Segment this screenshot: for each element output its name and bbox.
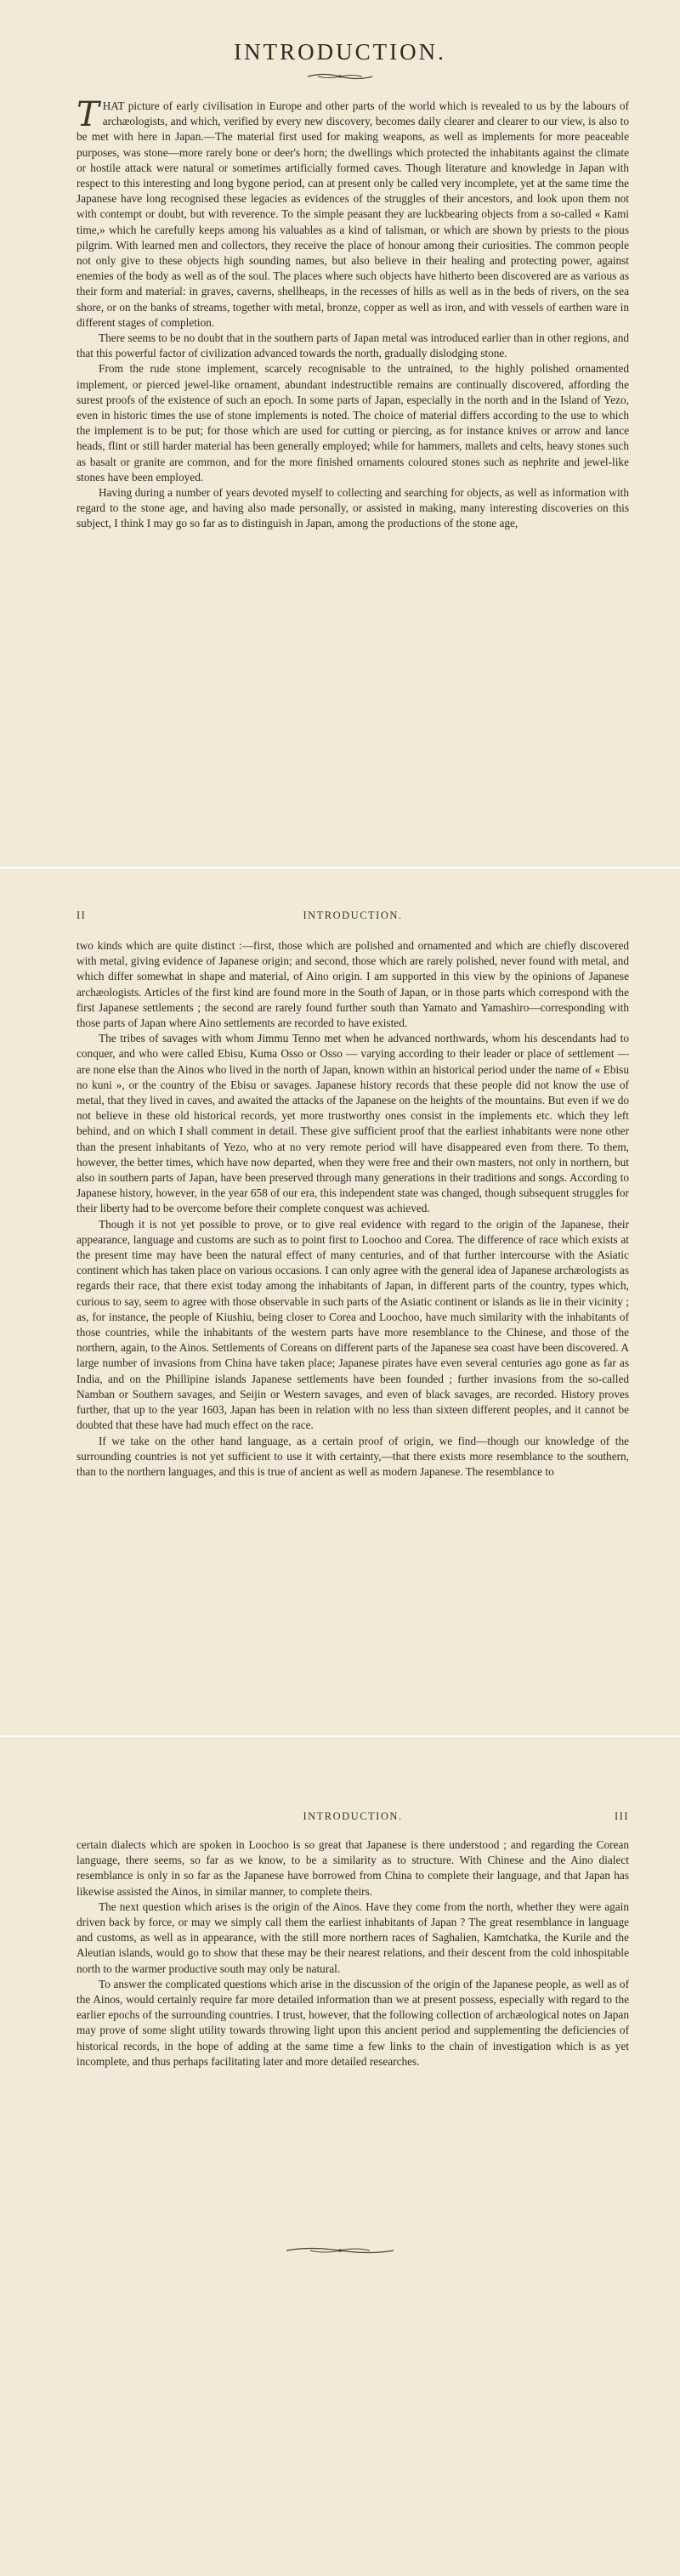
page-one	[0, 0, 680, 867]
running-head: INTRODUCTION.	[303, 909, 403, 921]
page-two	[0, 869, 680, 1735]
paragraph: certain dialects which are spoken in Loochoo is so great that Japanese is there understood ; and regarding the Corean language, there seems, so far as we know, to be a similarity as to structure. With Chinese and the Aino dialect resemblance is only in so far as the Japanese have borrowed from China to complete their language, and that Japan has likewise assisted the Ainos, in similar manner, to complete theirs.	[76, 1838, 629, 1898]
paragraph: two kinds which are quite distinct :—first, those which are polished and ornamented and which are chiefly discovered with metal, giving evidence of Japanese origin; and second, those which are rarely polished, never found with metal, and which differ somewhat in shape and material, of Aino origin. I am supported in this view by the opinions of Japanese archæologists. Articles of the first kind are found more in the South of Japan, or in those parts which correspond with the first Japanese settlements ; the second are rarely found further south than Yamato and Yamashiro—corresponding with those parts of Japan where Aino settlements are recorded to have existed.	[76, 939, 629, 1030]
paragraph: If we take on the other hand language, as a certain proof of origin, we find—though our knowledge of the surrounding countries is not yet sufficient to use it with certainty,—that there exists more resemblance to the southern, than to the northern languages, and this is true of ancient as well as modern Japanese. The resemblance to	[76, 1434, 629, 1478]
running-header	[76, 1810, 629, 1823]
chapter-title: INTRODUCTION.	[234, 39, 446, 65]
end-ornament-icon	[285, 2245, 395, 2256]
paragraph: The tribes of savages with whom Jimmu Tenno met when he advanced northwards, whom his descendants had to conquer, and who were called Ebisu, Kuma Osso or Osso — varying according to their leader or place of settlement — are none else than the Ainos who lived in the north of Japan, known within an historical period under the name of « Ebisu no kuni », or the country of the Ebisu or savages. Japanese history records that these people did not know the use of metal, that they lived in caves, and awaited the attacks of the Japanese on the heights of the mountains. But even if we do not believe in these old historical records, yet more trustworthy ones consist in the implements etc. which they left behind, and on which I shall comment in detail. These give sufficient proof that the earliest inhabitants were none other than the present inhabitants of Yezo, who at no very remote period will have disappeared even from there. To them, however, the better times, which have now departed, when they were free and their own masters, not only in northern, but also in southern parts of Japan, have been preserved through many generations in their traditions and songs. According to Japanese history, however, in the year 658 of our era, this independent state was changed, though subsequent struggles for their liberty had to be overcome before their complete conquest was achieved.	[76, 1032, 629, 1215]
page-one-text	[76, 95, 629, 532]
page-two-text	[76, 938, 629, 1480]
title-ornament-icon	[306, 72, 374, 81]
page-three	[0, 1737, 680, 2576]
page-three-text	[76, 1837, 629, 2069]
paragraph: The next question which arises is the origin of the Ainos. Have they come from the north, whether they were again driven back by force, or may we simply call them the earliest inhabitants of Japan ? The great resemblance in language and customs, as well as in appearance, with the still more northern races of Saghalien, Kamtchatka, the Kurile and the Aleutian islands, would go to show that these may be their nearest relations, and their descent from the cold inhospitable north to the warmer productive south may only be natural.	[76, 1899, 629, 1975]
paragraph-text: HAT picture of early civilisation in Europe and other parts of the world which is revealed to us by the labours of archæologists, and which, verified by every new discovery, becomes daily clearer and clearer to our view, is also to be met with here in Japan.—The material first used for making weapons, as well as implements for more peaceable purposes, was stone—more rarely bone or deer's horn; the dwellings which protected the inhabitants against the climate or hostile attack were natural or sometimes artificially formed caves. Though literature and knowledge in Japan with respect to this interesting and long bygone period, can at present only be called very incomplete, yet at the same time the Japanese have long recognised these legacies as evidences of the struggles of their ancestors, and look upon them not with contempt or doubt, but with reverence. To the simple peasant they are luckbearing objects from a so-called « Kami time,» which he carefully keeps among his valuables as a kind of talisman, or which are shown by priests to the pious pilgrim. With learned men and collectors, they receive the place of honour among their curiosities. The common people not only give to these objects high sounding names, but also believe in their healing and protecting power, against enemies of the body as well as of the soul. The places where such objects have hitherto been discovered are as various as their form and material: in graves, caverns, shellheaps, in the recesses of hills as well as in the beds of rivers, on the sea shore, or on the banks of streams, together with metal, bronze, copper as well as iron, and with vessels of earthen ware in different stages of completion.	[76, 99, 629, 329]
paragraph: To answer the complicated questions which arise in the discussion of the origin of the Japanese people, as well as of the Ainos, would certainly require far more detailed information than we at present possess, especially with regard to the earlier epochs of the surrounding countries. I trust, however, that the following collection of archæological notes on Japan may prove of some slight utility towards throwing light upon this ancient period and supplementing the deficiencies of historical records, in the hope of adding at the same time a few links to the chain of investigation which is as yet incomplete, and thus perhaps facilitating later and more detailed researches.	[76, 1977, 629, 2068]
running-header	[76, 909, 629, 922]
paragraph	[76, 95, 629, 331]
page-number: II	[76, 909, 87, 921]
paragraph: Having during a number of years devoted myself to collecting and searching for objects, as well as information with regard to the stone age, and having also made personally, or assisted in making, many interesting discoveries on this subject, I think I may go so far as to distinguish in Japan, among the productions of the stone age,	[76, 486, 629, 530]
drop-cap: T	[76, 95, 99, 134]
paragraph: Though it is not yet possible to prove, or to give real evidence with regard to the origin of the Japanese, their appearance, language and customs are such as to point first to Loochoo and Corea. The difference of race which exists at the present time may have been the natural effect of many centuries, and of that further intercourse with the Asiatic continent which has taken place on various occasions. I can only agree with the general idea of Japanese archæologists as regards their race, that there exist today among the inhabitants of Japan, in different parts of the country, types which, curious to say, seem to agree with those observable in such parts of the Asiatic continent or islands as lie in their vicinity ; as, for instance, the people of Kiushiu, being closer to Corea and Loochoo, have much similarity with the inhabitants of those countries, while the inhabitants of the western parts have more resemblance to the Chinese, and those of the northern, again, to the Ainos. Settlements of Coreans on different parts of the Japanese sea coast have been discovered. A large number of invasions from China have taken place; Japanese pirates have even several centuries ago gone as far as India, and on the Phillipine islands Japanese settlements have been founded ; further invasions from the so-called Namban or Southern savages, and Seijin or Western savages, and even of black savages, are recorded. History proves further, that up to the year 1603, Japan has been in relation with no less than sixteen different peoples, and it cannot be doubted that these have had much effect on the race.	[76, 1217, 629, 1432]
paragraph: From the rude stone implement, scarcely recognisable to the untrained, to the highly polished ornamented implement, or pierced jewel-like ornament, abundant indestructible remains are continually discovered, affording the surest proofs of the existence of such an epoch. In some parts of Japan, especially in the north and in the Island of Yezo, even in historic times the use of stone implements is noted. The choice of material differs according to the use to which the implement is to be put; for those which are used for cutting or piercing, as for instance knives or arrow and lance heads, flint or still harder material has been generally employed; while for hammers, mallets and celts, heavy stones such as basalt or granite are common, and for the more finished ornaments coloured stones such as nephrite and jewel-like stones have been employed.	[76, 362, 629, 484]
paragraph: There seems to be no doubt that in the southern parts of Japan metal was introduced earlier than in other regions, and that this powerful factor of civilization advanced towards the north, gradually dislodging stone.	[76, 331, 629, 360]
page-number: III	[615, 1810, 629, 1822]
running-head: INTRODUCTION.	[303, 1810, 403, 1822]
